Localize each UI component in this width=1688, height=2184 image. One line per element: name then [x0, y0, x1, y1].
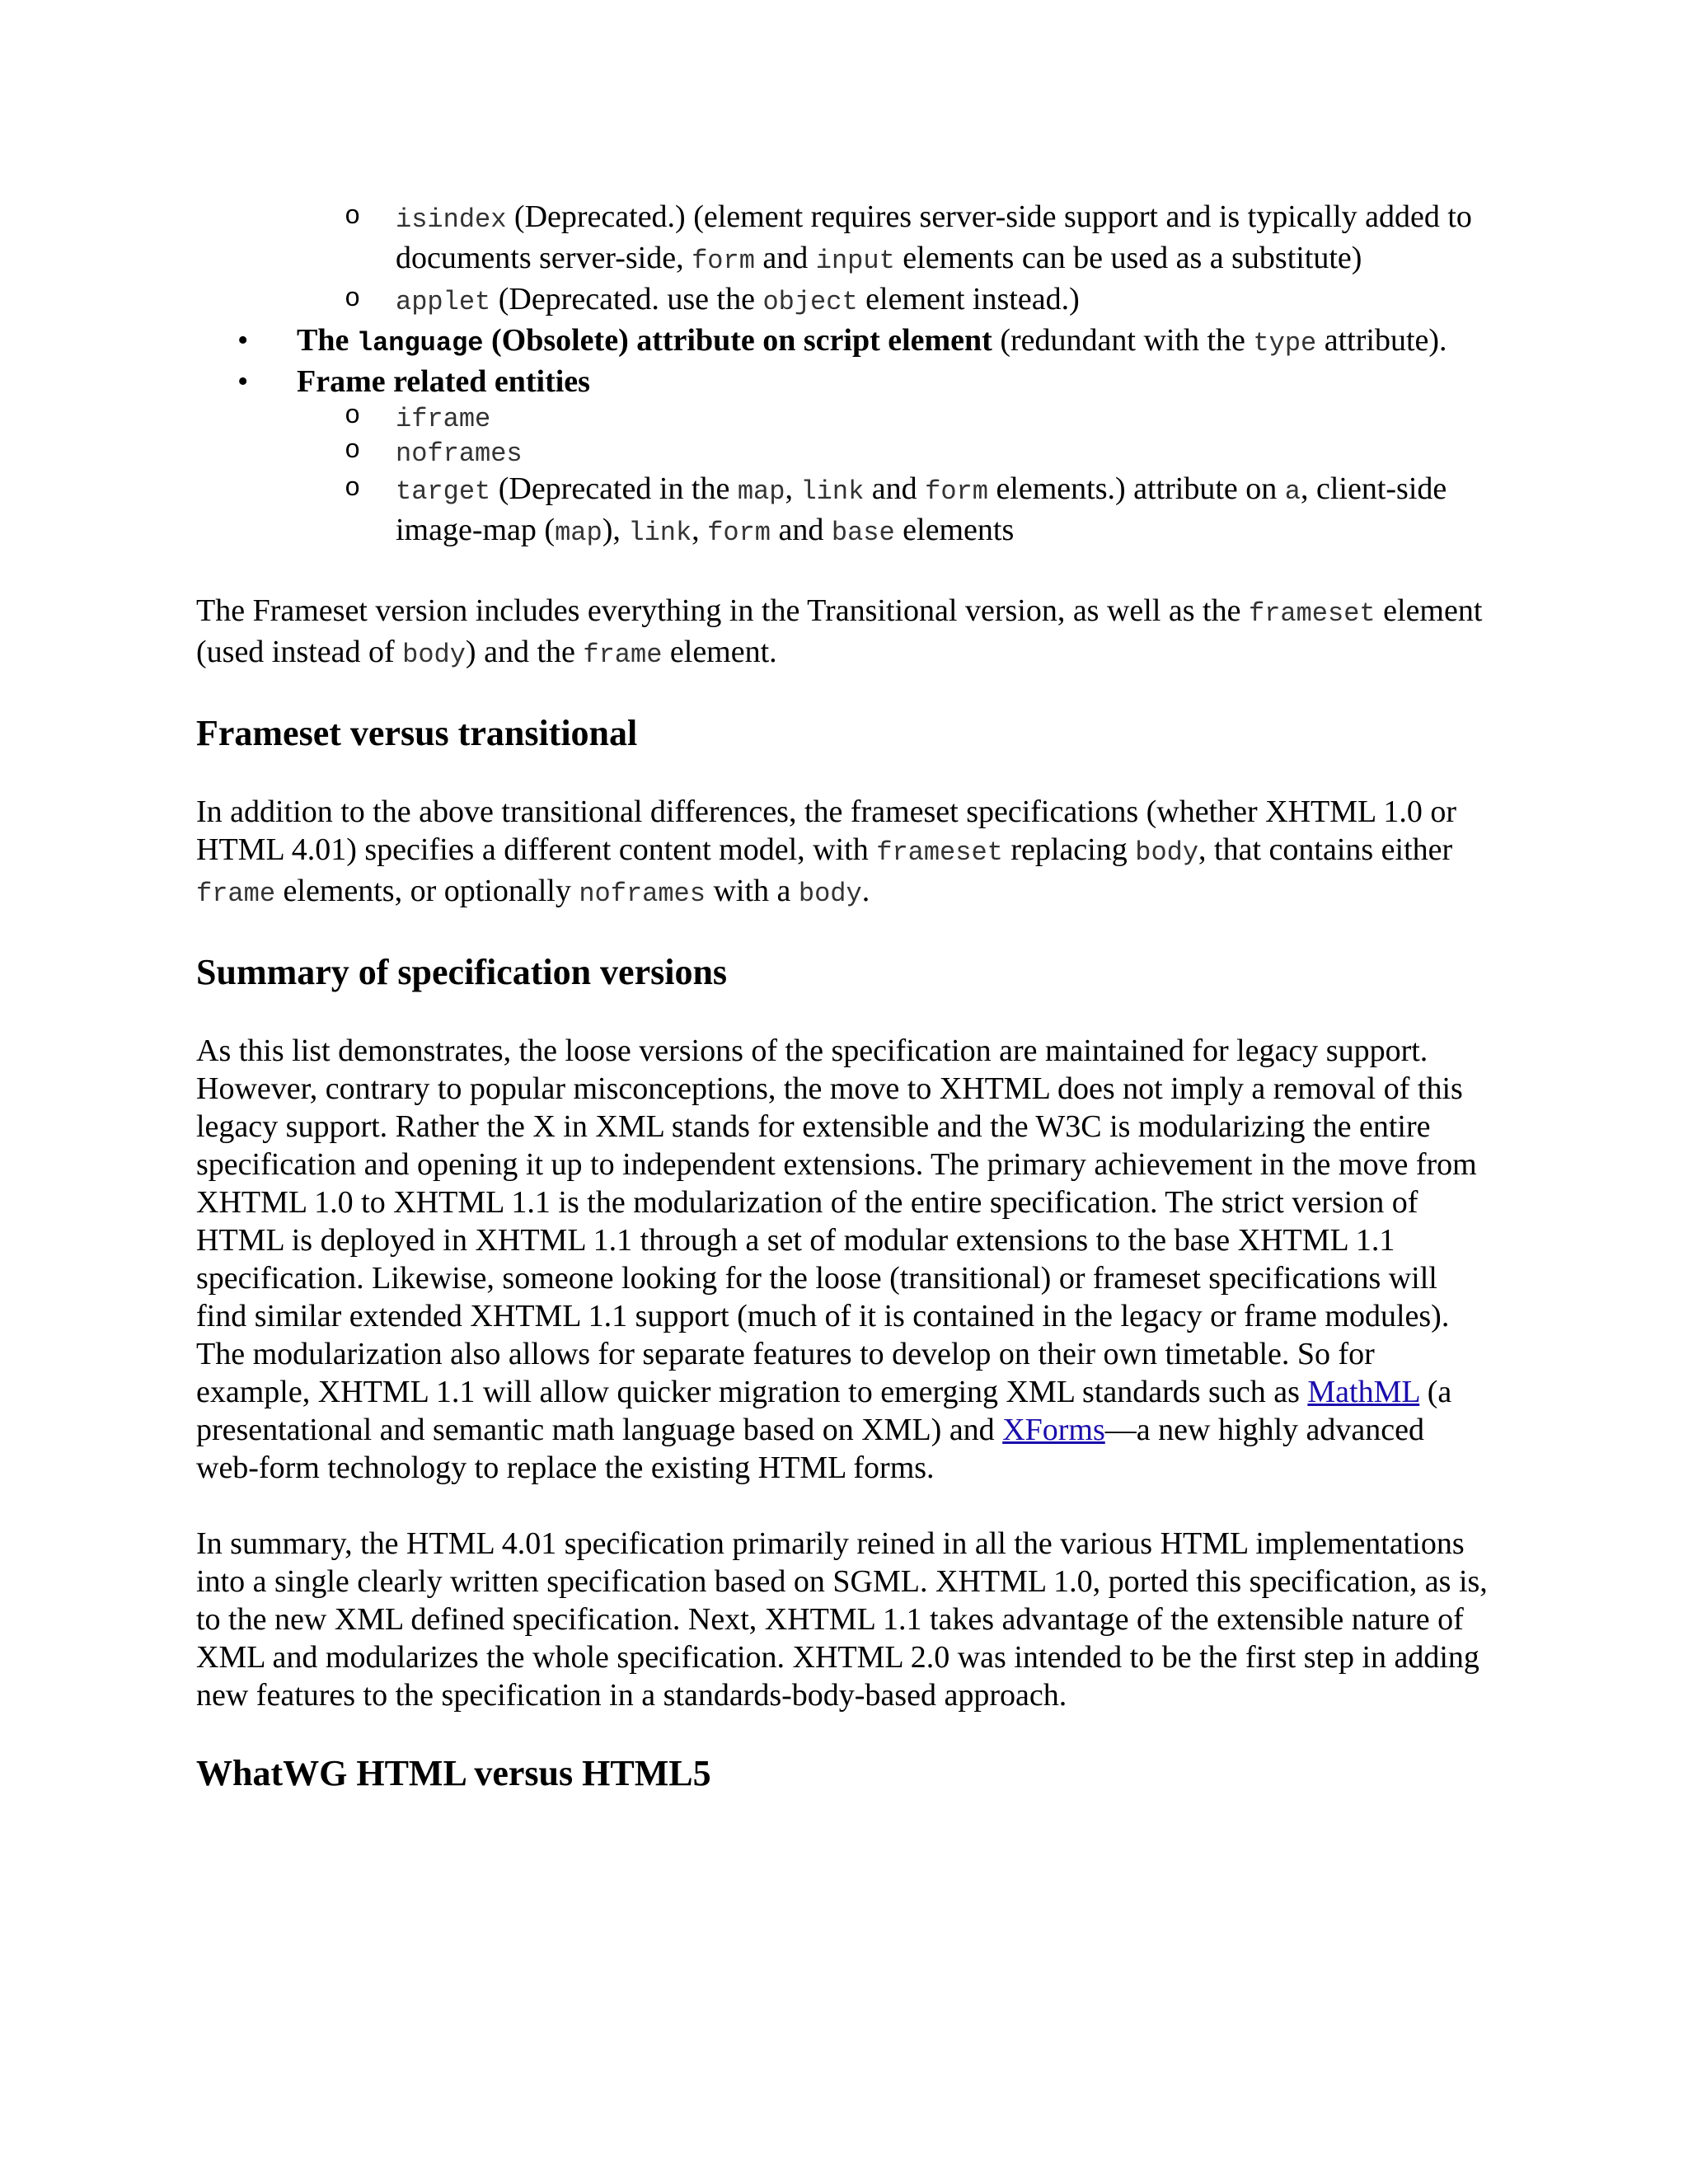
code-base: base: [831, 518, 895, 548]
list-item-text: and: [864, 471, 926, 506]
frameset-vs-transitional-paragraph: [196, 793, 1490, 913]
bullet-language-attribute: [196, 321, 1490, 363]
list-item-text: ),: [602, 513, 629, 547]
code-form: form: [925, 476, 988, 507]
frameset-paragraph: [196, 592, 1490, 674]
code-type: type: [1253, 328, 1317, 359]
code-input: input: [815, 246, 895, 276]
xforms-link[interactable]: XForms: [1002, 1413, 1105, 1447]
list-item-text: (Deprecated in the: [490, 471, 738, 506]
list-item-text: and: [770, 513, 832, 547]
list-item-text: (Deprecated.) (element requires server-side support and is typically added to documents server-side,: [396, 199, 1472, 275]
code-applet: applet: [396, 287, 491, 317]
list-item-text: elements can be used as a substitute): [894, 241, 1362, 275]
paragraph-text: , that contains either: [1198, 832, 1453, 867]
bullet-text: (redundant with the: [992, 323, 1254, 358]
paragraph-text: replacing: [1002, 832, 1136, 867]
paragraph-text: with a: [705, 874, 799, 908]
code-iframe: iframe: [396, 404, 491, 434]
code-link: link: [800, 476, 865, 507]
bold-text: The: [297, 323, 357, 358]
code-a: a: [1284, 476, 1301, 507]
code-form: form: [692, 246, 755, 276]
list-item-target: [345, 470, 1490, 552]
bullet-title: Frame related entities: [297, 364, 590, 399]
paragraph-text: elements, or optionally: [275, 874, 579, 908]
summary-paragraph-2: In summary, the HTML 4.01 specification primarily reined in all the various HTML implementations into a single clearly written specification based on SGML. XHTML 1.0, ported this specification, as is, to the new XML defined specification. Next, XHTML 1.1 takes advantage of the extensible nature of XML and modularizes the whole specification. XHTML 2.0 was intended to be the first step in adding new features to the specification in a standards-body-based approach.: [196, 1526, 1488, 1713]
paragraph-text: .: [861, 874, 870, 908]
code-link: link: [628, 518, 692, 548]
code-frameset: frameset: [1248, 598, 1376, 629]
paragraph-text: As this list demonstrates, the loose versions of the specification are maintained for legacy support. However, contrary to popular misconceptions, the move to XHTML does not imply a removal of this legacy support. Rather the X in XML stands for extensible and the W3C is modularizing the entire specification and opening it up to independent extensions. The primary achievement in the move from XHTML 1.0 to XHTML 1.1 is the modularization of the entire specification. The strict version of HTML is deployed in XHTML 1.1 through a set of modular extensions to the base XHTML 1.1 specification. Likewise, someone looking for the loose (transitional) or frameset specifications will find similar extended XHTML 1.1 support (much of it is contained in the legacy or frame modules). The modularization also allows for separate features to develop on their own timetable. So for example, XHTML 1.1 will allow quicker migration to emerging XML standards such as: [196, 1033, 1477, 1409]
frame-entities-list: [345, 401, 1490, 470]
paragraph-text: (a presentational and semantic math language based on XML) and: [196, 1375, 1452, 1447]
code-body: body: [402, 640, 466, 670]
deprecated-elements-list: [345, 198, 1490, 321]
code-body: body: [798, 879, 862, 909]
code-frame: frame: [196, 879, 276, 909]
document-page: [196, 198, 1490, 1795]
list-item-text: ,: [692, 513, 708, 547]
paragraph-text: element (used instead of: [196, 593, 1483, 669]
code-object: object: [762, 287, 858, 317]
bullet-frame-entities: [196, 363, 1490, 401]
target-list: [345, 470, 1490, 552]
paragraph-text: In addition to the above transitional differences, the frameset specifications (whether XHTML 1.0 or HTML 4.01) specifies a different content model, with: [196, 794, 1456, 867]
paragraph-text: —a new highly advanced web-form technology to replace the existing HTML forms.: [196, 1413, 1425, 1485]
code-map: map: [555, 518, 603, 548]
list-item-text: elements: [894, 513, 1015, 547]
paragraph-text: ) and the: [465, 635, 584, 669]
code-target: target: [396, 476, 491, 507]
bullet-list: [196, 321, 1490, 401]
code-language: language: [356, 328, 484, 359]
list-item-text: elements.) attribute on: [987, 471, 1285, 506]
list-item-text: ,: [785, 471, 801, 506]
code-noframes: noframes: [396, 438, 523, 469]
list-item-applet: [345, 280, 1490, 321]
list-item-text: and: [754, 241, 816, 275]
list-item-isindex: [345, 198, 1490, 280]
code-isindex: isindex: [396, 204, 507, 235]
code-form: form: [707, 518, 771, 548]
code-map: map: [737, 476, 785, 507]
list-item-text: (Deprecated. use the: [490, 282, 763, 316]
paragraph-text: element.: [662, 635, 777, 669]
bold-text: (Obsolete) attribute on script element: [483, 323, 992, 358]
list-item-text: , client-side image-map (: [396, 471, 1447, 547]
code-frameset: frameset: [876, 837, 1003, 868]
code-noframes: noframes: [579, 879, 706, 909]
code-body: body: [1135, 837, 1199, 868]
list-item-text: element instead.): [857, 282, 1080, 316]
paragraph-text: The Frameset version includes everything in the Transitional version, as well as the: [196, 593, 1249, 628]
heading-whatwg-vs-html5: WhatWG HTML versus HTML5: [196, 1753, 711, 1793]
code-frame: frame: [583, 640, 663, 670]
summary-paragraph-1: [196, 1032, 1490, 1487]
heading-summary-of-versions: Summary of specification versions: [196, 952, 728, 992]
bullet-text: attribute).: [1316, 323, 1447, 358]
list-item-noframes: [345, 435, 1490, 470]
heading-frameset-vs-transitional: Frameset versus transitional: [196, 713, 638, 753]
list-item-iframe: [345, 401, 1490, 435]
mathml-link[interactable]: MathML: [1307, 1375, 1420, 1409]
